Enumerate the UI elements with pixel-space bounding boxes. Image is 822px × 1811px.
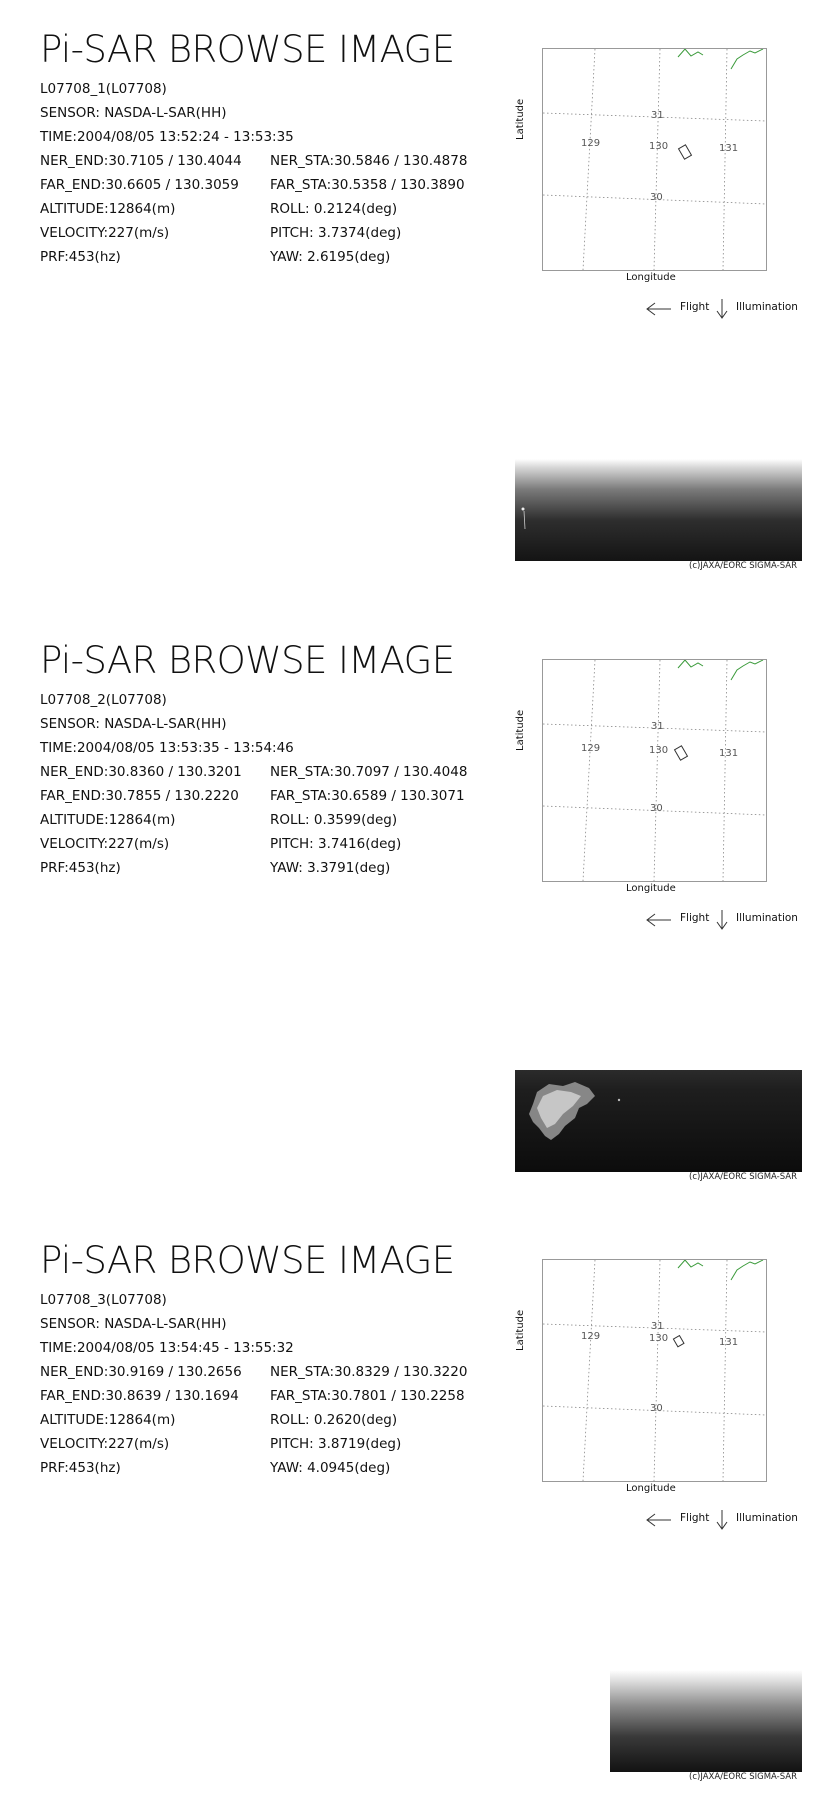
time-range: TIME:2004/08/05 13:54:45 - 13:55:32 [40,1340,294,1356]
arrow-down-icon [715,298,729,320]
coastline [731,49,763,69]
yaw: YAW: 3.3791(deg) [270,860,391,876]
ner-end: NER_END:30.9169 / 130.2656 [40,1364,242,1380]
far-end: FAR_END:30.6605 / 130.3059 [40,177,239,193]
illumination-label: Illumination [736,912,798,924]
copyright: (c)JAXA/EORC SIGMA-SAR [689,1172,797,1182]
tick-131: 131 [719,748,739,759]
ner-end: NER_END:30.8360 / 130.3201 [40,764,242,780]
tick-30: 30 [650,803,663,814]
time-range: TIME:2004/08/05 13:53:35 - 13:54:46 [40,740,294,756]
roll: ROLL: 0.2124(deg) [270,201,398,217]
ner-sta: NER_STA:30.8329 / 130.3220 [270,1364,468,1380]
scene-id: L07708_1(L07708) [40,81,167,97]
prf: PRF:453(hz) [40,249,121,265]
arrow-left-icon [645,911,675,931]
velocity: VELOCITY:227(m/s) [40,836,170,852]
pitch: PITCH: 3.7374(deg) [270,225,402,241]
far-sta: FAR_STA:30.5358 / 130.3890 [270,177,465,193]
scene-footprint [675,746,688,760]
sar-artifact [515,459,802,561]
metadata-block [40,688,467,880]
latitude-axis-label: Latitude [515,1309,526,1351]
sensor: SENSOR: NASDA-L-SAR(HH) [40,105,227,121]
far-sta: FAR_STA:30.6589 / 130.3071 [270,788,465,804]
pitch: PITCH: 3.8719(deg) [270,1436,402,1452]
map-grid [543,1260,766,1481]
browse-section-3 [0,1211,822,1811]
copyright: (c)JAXA/EORC SIGMA-SAR [689,561,797,571]
sar-browse-image [515,459,802,561]
pitch: PITCH: 3.7416(deg) [270,836,402,852]
longitude-axis-label: Longitude [626,883,676,894]
copyright: (c)JAXA/EORC SIGMA-SAR [689,1772,797,1782]
arrow-left-icon [645,300,675,320]
location-map [542,48,767,271]
velocity: VELOCITY:227(m/s) [40,1436,170,1452]
ner-sta: NER_STA:30.7097 / 130.4048 [270,764,468,780]
time-range: TIME:2004/08/05 13:52:24 - 13:53:35 [40,129,294,145]
sensor: SENSOR: NASDA-L-SAR(HH) [40,716,227,732]
far-sta: FAR_STA:30.7801 / 130.2258 [270,1388,465,1404]
scene-footprint [673,1336,684,1347]
sar-browse-image [515,1070,802,1172]
coastline [678,660,703,668]
location-map [542,1259,767,1482]
flight-label: Flight [680,1512,710,1524]
tick-131: 131 [719,143,739,154]
ner-sta: NER_STA:30.5846 / 130.4878 [270,153,468,169]
prf: PRF:453(hz) [40,1460,121,1476]
roll: ROLL: 0.3599(deg) [270,812,398,828]
location-map [542,659,767,882]
altitude: ALTITUDE:12864(m) [40,1412,176,1428]
map-grid [543,49,766,270]
ner-end: NER_END:30.7105 / 130.4044 [40,153,242,169]
illumination-label: Illumination [736,301,798,313]
coastline [678,1260,703,1268]
coastline [731,660,763,680]
tick-129: 129 [581,1331,601,1342]
page-title: Pi-SAR BROWSE IMAGE [40,1239,455,1282]
tick-30: 30 [650,192,663,203]
illumination-label: Illumination [736,1512,798,1524]
direction-legend [640,298,822,320]
tick-30: 30 [650,1403,663,1414]
metadata-block [40,1288,467,1480]
page-title: Pi-SAR BROWSE IMAGE [40,639,455,682]
page-title: Pi-SAR BROWSE IMAGE [40,28,455,71]
tick-31: 31 [651,1321,664,1332]
tick-131: 131 [719,1337,739,1348]
tick-130: 130 [649,141,669,152]
yaw: YAW: 4.0945(deg) [270,1460,391,1476]
sar-browse-image [610,1670,802,1772]
flight-label: Flight [680,912,710,924]
altitude: ALTITUDE:12864(m) [40,812,176,828]
tick-31: 31 [651,721,664,732]
direction-legend [640,1509,822,1531]
browse-section-2 [0,611,822,1211]
arrow-left-icon [645,1511,675,1531]
tick-130: 130 [649,1333,669,1344]
arrow-down-icon [715,909,729,931]
roll: ROLL: 0.2620(deg) [270,1412,398,1428]
scene-id: L07708_3(L07708) [40,1292,167,1308]
far-end: FAR_END:30.7855 / 130.2220 [40,788,239,804]
sar-island-shape [515,1070,802,1172]
sensor: SENSOR: NASDA-L-SAR(HH) [40,1316,227,1332]
scene-id: L07708_2(L07708) [40,692,167,708]
metadata-block [40,77,467,269]
browse-section-1 [0,0,822,600]
tick-129: 129 [581,743,601,754]
velocity: VELOCITY:227(m/s) [40,225,170,241]
coastline [678,49,703,57]
latitude-axis-label: Latitude [515,98,526,140]
scene-footprint [679,145,692,159]
coastline [731,1260,763,1280]
longitude-axis-label: Longitude [626,1483,676,1494]
longitude-axis-label: Longitude [626,272,676,283]
prf: PRF:453(hz) [40,860,121,876]
direction-legend [640,909,822,931]
map-grid [543,660,766,881]
flight-label: Flight [680,301,710,313]
tick-129: 129 [581,138,601,149]
tick-31: 31 [651,110,664,121]
tick-130: 130 [649,745,669,756]
latitude-axis-label: Latitude [515,709,526,751]
yaw: YAW: 2.6195(deg) [270,249,391,265]
altitude: ALTITUDE:12864(m) [40,201,176,217]
arrow-down-icon [715,1509,729,1531]
far-end: FAR_END:30.8639 / 130.1694 [40,1388,239,1404]
